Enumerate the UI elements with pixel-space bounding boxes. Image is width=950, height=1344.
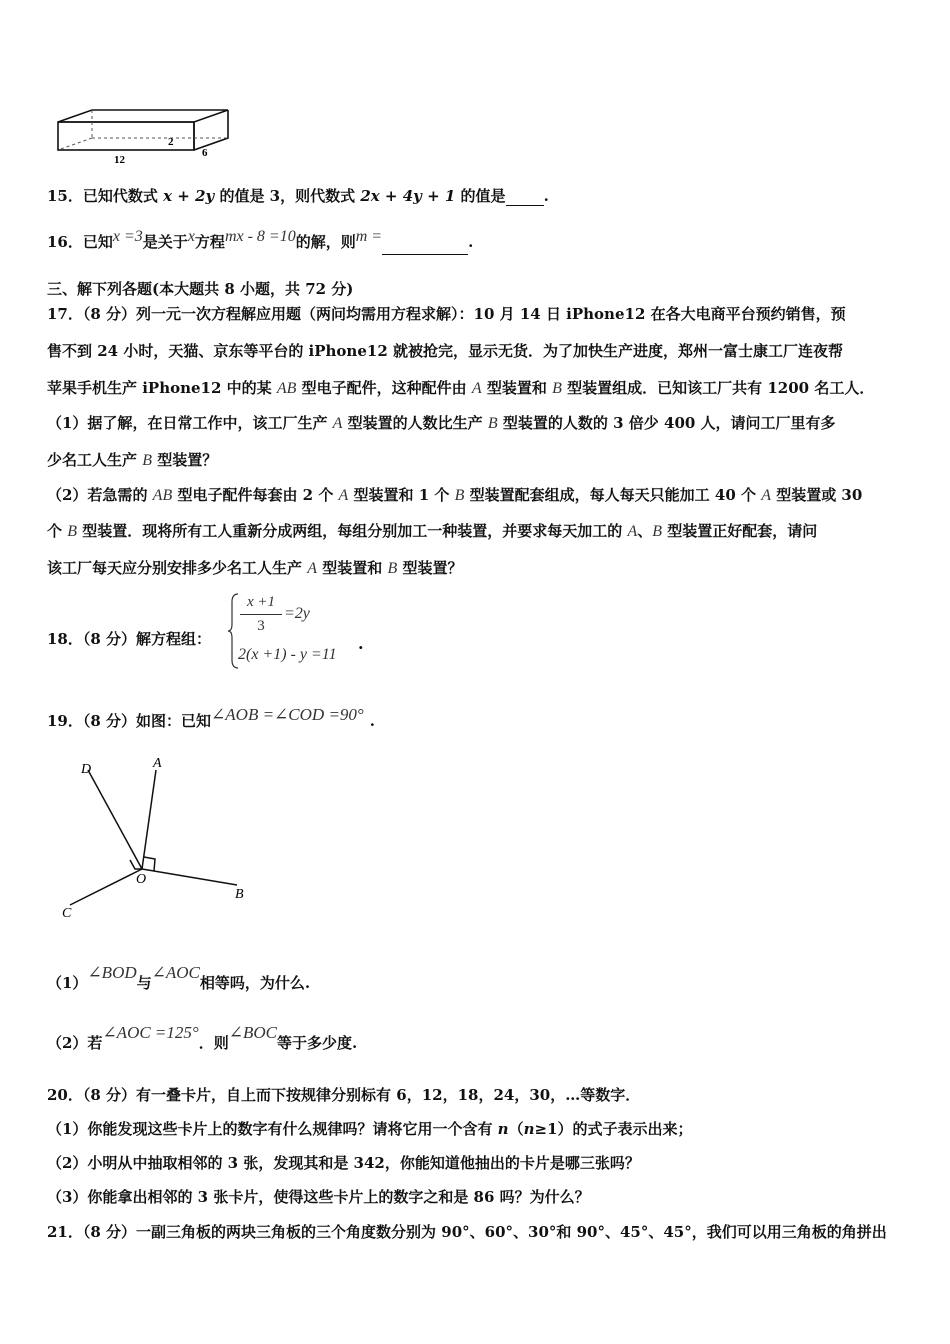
q15-text: 的值是 (455, 187, 506, 205)
q16-answer-blank[interactable] (382, 254, 468, 255)
q20-part-1 (47, 1119, 693, 1139)
q17-var-B: B (552, 380, 562, 397)
q17-text: 型装置或 30 (770, 486, 863, 504)
q18-eq1-rhs: =2y (284, 605, 310, 622)
q19-angle-figure (55, 755, 265, 925)
q19-end: . (369, 712, 375, 730)
q17-var-A: A (307, 560, 318, 577)
q17-var-AB: AB (152, 487, 173, 504)
q19-angle-AOC: ∠AOC (151, 963, 200, 982)
q20-text: （1）你能发现这些卡片上的数字有什么规律吗？请将它用一个含有 (47, 1120, 498, 1138)
q17-text: 型装置正好配套，请问 (662, 522, 818, 540)
q17-text: 型装置和 1 个 (348, 486, 455, 504)
q17-line-3 (47, 378, 874, 399)
q17-var-A: A (332, 415, 343, 432)
q15-expr1: x + 2y (163, 187, 215, 205)
q17-var-B: B (142, 452, 153, 469)
q17-part-1-line-1 (47, 413, 836, 434)
box-label-height: 2 (168, 136, 174, 148)
q17-var-A: A (761, 487, 771, 504)
q17-var-B: B (652, 523, 663, 540)
q16-end: . (468, 233, 474, 251)
section-3-title: 三、解下列各题(本大题共 8 小题，共 72 分) (47, 280, 354, 298)
q20-text: （ (508, 1120, 524, 1138)
q17-text: 型装置？ (152, 451, 218, 469)
q17-text: 少名工人生产 (47, 451, 143, 469)
q19-part-1 (47, 963, 311, 996)
box-figure (50, 100, 240, 165)
q19-text: （2）若 (47, 1034, 103, 1052)
q16-text: 方程 (194, 233, 225, 251)
q18-equation-system (228, 592, 368, 670)
q15-expr2: 2x + 4y + 1 (360, 187, 456, 205)
q17-part-2-line-3 (47, 558, 462, 579)
ray-OB (142, 869, 237, 885)
q19-text: 等于多少度. (276, 1034, 358, 1052)
q17-part-2-line-1 (47, 485, 862, 506)
point-C-label: C (62, 906, 72, 921)
q18-fraction-numerator: x +1 (246, 594, 276, 610)
q17-text: 型电子配件，这种配件由 (296, 379, 472, 397)
q17-text: 型装置．现将所有工人重新分成两组，每组分别加工一种装置，并要求每天加工的 (77, 522, 628, 540)
q18-fraction-denominator: 3 (257, 618, 265, 634)
q16-text: 是关于 (142, 233, 188, 251)
q17-text: 该工厂每天应分别安排多少名工人生产 (47, 559, 308, 577)
q17-text: 型装置配套组成，每人每天只能加工 40 个 (464, 486, 762, 504)
q19-angle-AOC-value: ∠AOC =125° (102, 1023, 199, 1042)
q20-var-n: n (523, 1120, 535, 1138)
q16-expr3: m = (355, 228, 383, 245)
q20-var-n: n (497, 1120, 509, 1138)
box-label-width: 6 (202, 147, 208, 159)
point-B-label: B (235, 887, 244, 902)
q18-end: . (358, 634, 364, 653)
q19-given-expr: ∠AOB =∠COD =90° (211, 705, 364, 724)
q17-line-1: 17．（8 分）列一元一次方程解应用题（两问均需用方程求解）：10 月 14 日 iPhone12 在各大电商平台预约销售，预 (47, 305, 846, 323)
q19-header (47, 705, 375, 731)
q17-var-A: A (338, 487, 349, 504)
q17-text: 个 (47, 522, 68, 540)
q18-eq2: 2(x +1) - y =11 (238, 646, 337, 663)
q19-angle-BOC: ∠BOC (228, 1023, 277, 1042)
q19-text: ．则 (198, 1034, 229, 1052)
q17-text: 苹果手机生产 iPhone12 中的某 (47, 379, 277, 397)
q20-part-3: （3）你能拿出相邻的 3 张卡片，使得这些卡片上的数字之和是 86 吗？为什么？ (47, 1188, 590, 1206)
q19-part-2 (47, 1023, 358, 1056)
ray-OC (70, 869, 142, 905)
q17-part-1-line-2 (47, 450, 217, 471)
q16-var-x: x (187, 228, 195, 245)
q17-line-2: 售不到 24 小时，天猫、京东等平台的 iPhone12 就被抢完，显示无货．为了加快生产进度，郑州一富士康工厂连夜帮 (47, 342, 843, 360)
q19-text: 相等吗，为什么. (199, 974, 311, 992)
question-15 (47, 186, 549, 206)
question-16 (47, 230, 473, 255)
point-O-label: O (136, 872, 147, 887)
q16-text: 的解，则 (295, 233, 356, 251)
q17-text: （2）若急需的 (47, 486, 153, 504)
q20-part-2: （2）小明从中抽取相邻的 3 张，发现其和是 342，你能知道他抽出的卡片是哪三张吗？ (47, 1154, 640, 1172)
q17-var-B: B (487, 415, 498, 432)
q15-text: 的值是 3，则代数式 (214, 187, 361, 205)
q17-part-2-line-2 (47, 521, 817, 542)
q19-prefix: 19．（8 分）如图：已知 (47, 712, 212, 730)
ray-OD (88, 770, 142, 869)
q17-var-A: A (627, 523, 638, 540)
q17-text: 型电子配件每套由 2 个 (172, 486, 339, 504)
q17-text: （1）据了解，在日常工作中，该工厂生产 (47, 414, 333, 432)
q17-var-B: B (67, 523, 78, 540)
box-top-face (58, 110, 228, 122)
q17-text: 型装置的人数比生产 (342, 414, 488, 432)
q17-text: 型装置和 (317, 559, 388, 577)
q17-var-A: A (471, 380, 482, 397)
point-D-label: D (81, 762, 92, 777)
q16-number: 16． (47, 233, 83, 251)
q17-text: 型装置和 (481, 379, 553, 397)
ray-OA (142, 770, 156, 869)
q16-expr1: x =3 (112, 228, 143, 245)
q15-number: 15． (47, 187, 83, 205)
q15-text: 已知代数式 (82, 187, 164, 205)
q17-var-B: B (454, 487, 465, 504)
q17-text: 型装置的人数的 3 倍少 400 人，请问工厂里有多 (497, 414, 836, 432)
q19-text: （1） (47, 974, 88, 992)
q18-fraction-bar (240, 614, 282, 615)
q16-expr2: mx - 8 =10 (224, 228, 296, 245)
q17-var-B: B (387, 560, 398, 577)
q15-answer-blank[interactable] (506, 205, 544, 206)
q18-prefix: 18．（8 分）解方程组： (47, 630, 212, 648)
q20-line-0: 20．（8 分）有一叠卡片，自上而下按规律分别标有 6，12，18，24，30，…等数字． (47, 1086, 641, 1104)
point-A-label: A (153, 756, 162, 771)
q17-text: 型装置？ (397, 559, 463, 577)
q19-angle-BOD: ∠BOD (87, 963, 137, 982)
q19-text: 与 (136, 974, 152, 992)
box-front-face (58, 122, 194, 150)
q17-var-AB: AB (276, 380, 297, 397)
q21-line-1: 21．（8 分）一副三角板的两块三角板的三个角度数分别为 90°、60°、30°和 90°、45°、45°，我们可以用三角板的角拼出 (47, 1223, 887, 1241)
q16-text: 已知 (82, 233, 113, 251)
q17-text: 型装置组成．已知该工厂共有 1200 名工人． (561, 379, 875, 397)
q17-text: 、 (637, 522, 653, 540)
q15-end: . (543, 187, 549, 205)
q20-text: ≥1）的式子表示出来； (534, 1120, 693, 1138)
box-label-length: 12 (114, 154, 125, 165)
